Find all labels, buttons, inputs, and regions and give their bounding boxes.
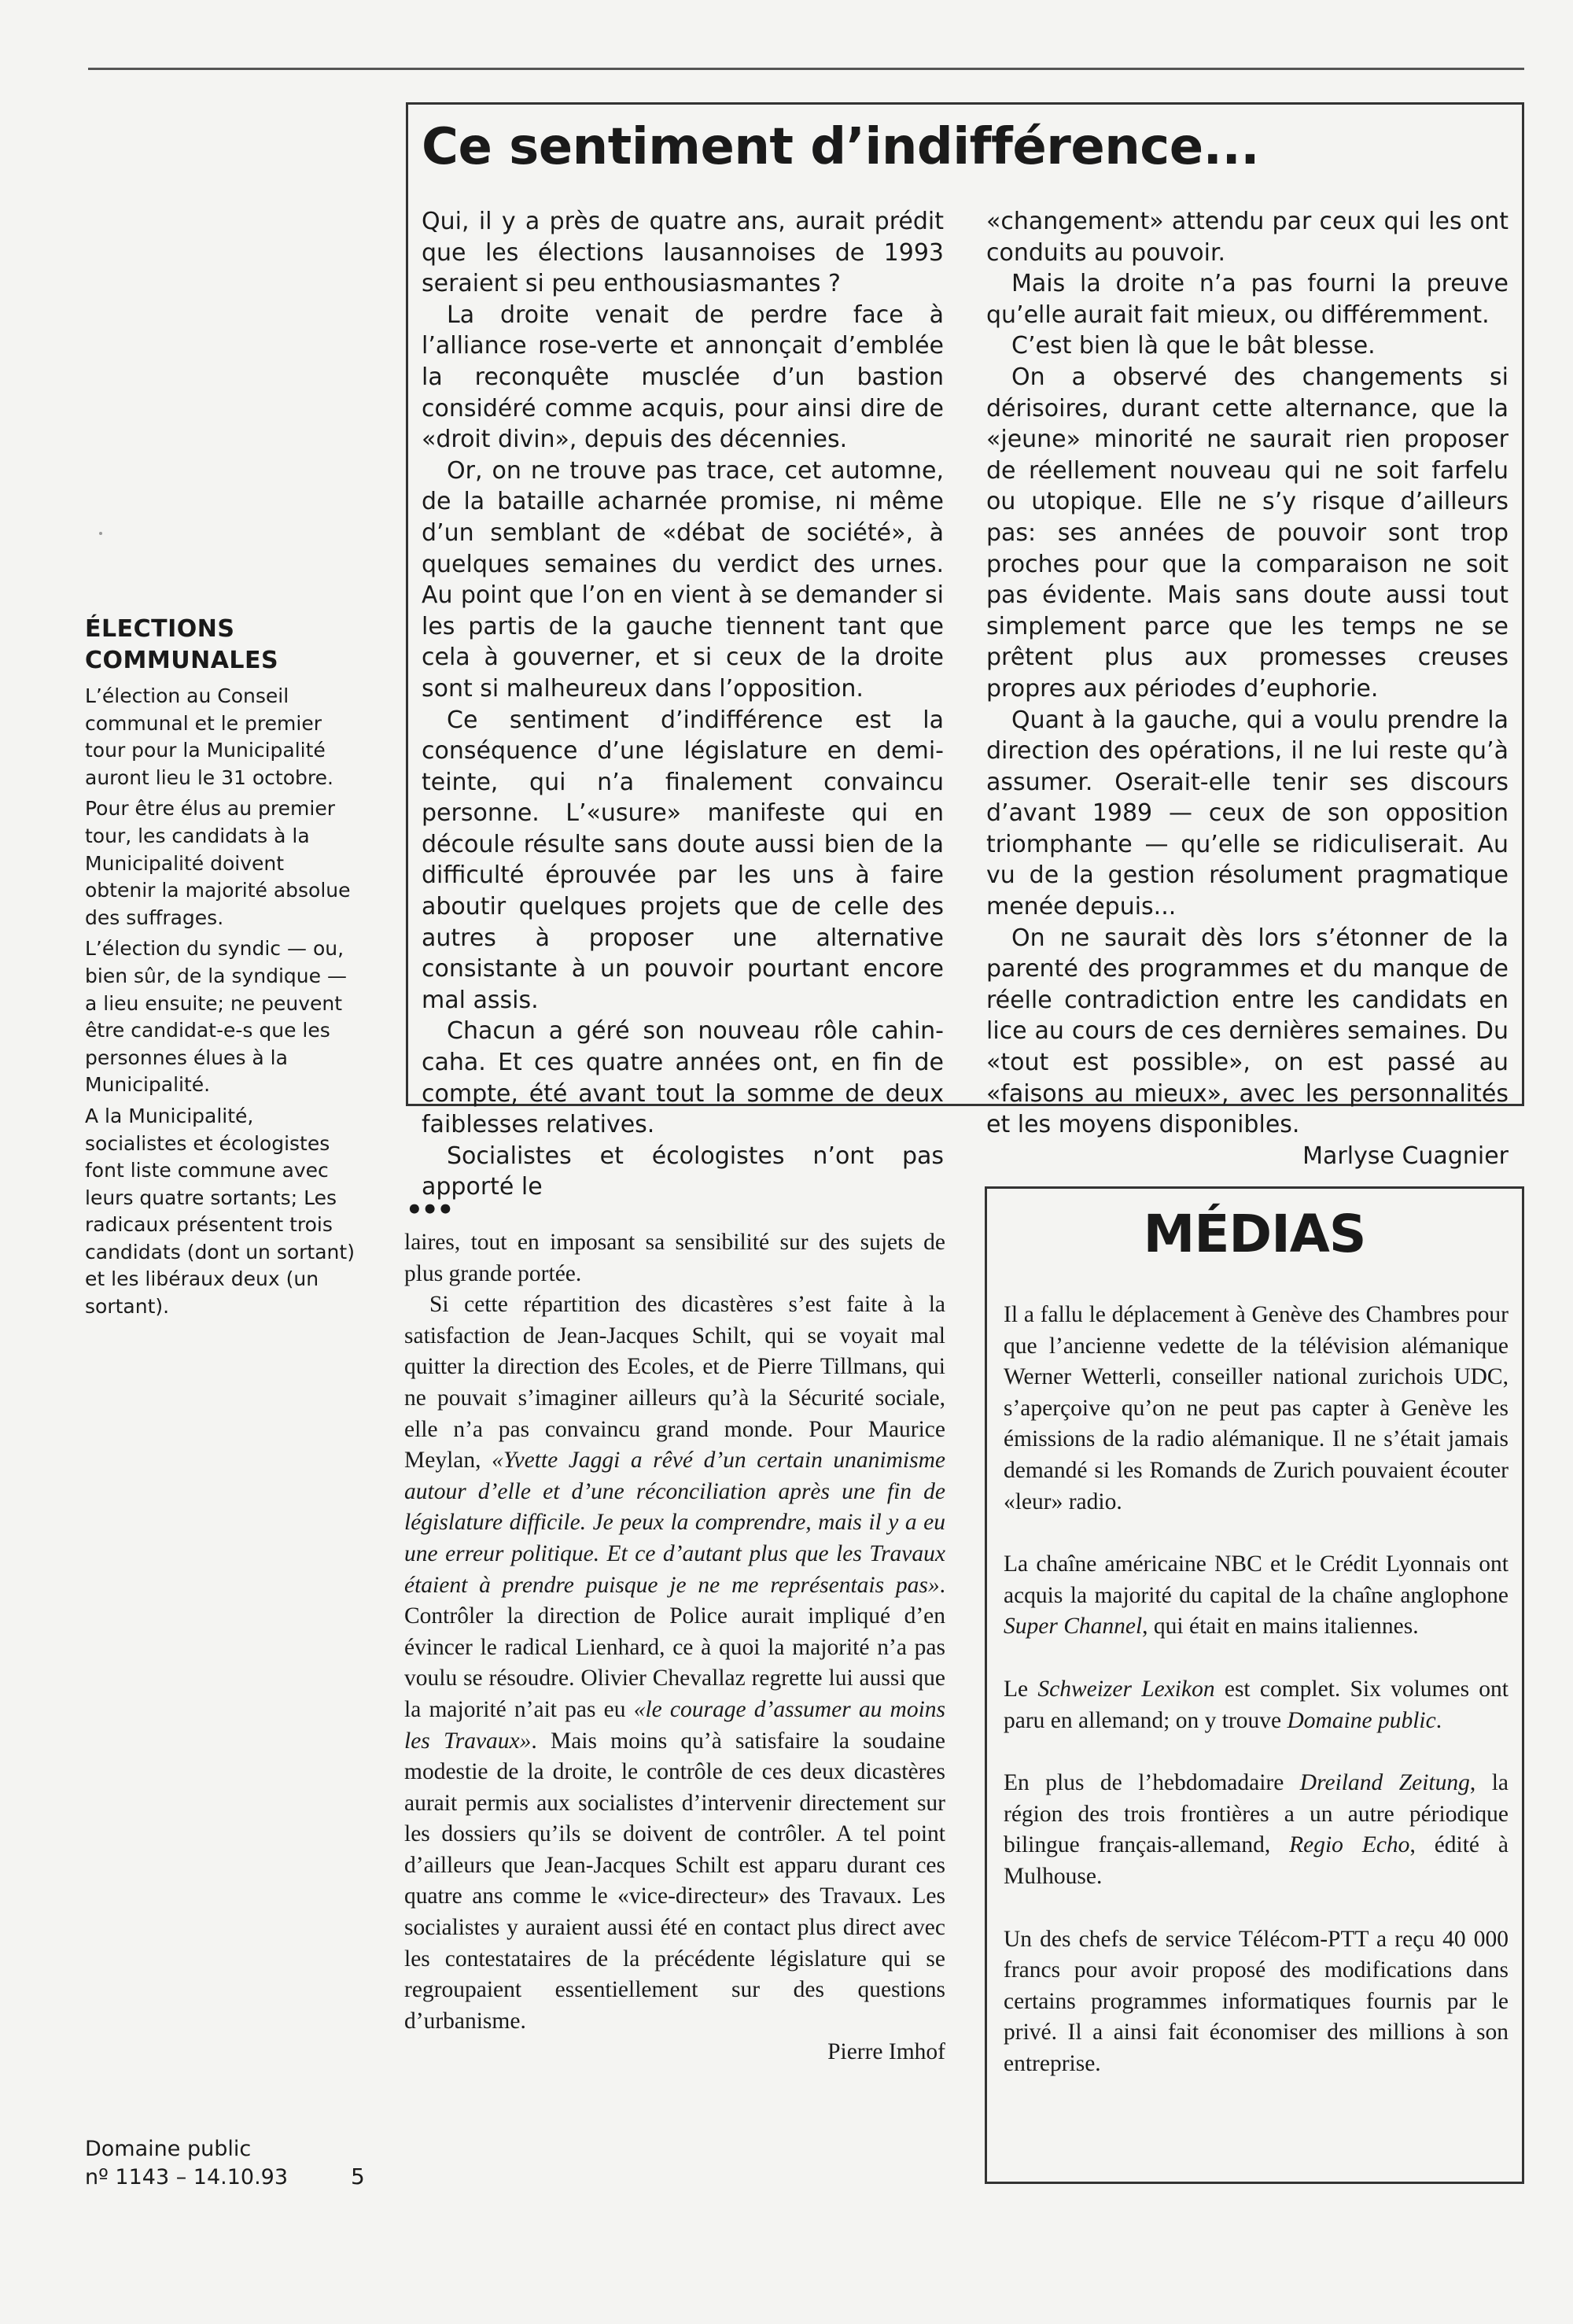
text-run: Le [1004,1676,1038,1702]
text-run: La chaîne américaine NBC et le Crédit Lyonnais ont acquis la majorité du capital de la chaîne anglophone [1004,1551,1509,1608]
main-article-column-1 [422,206,944,1203]
sidebar-paragraph: A la Municipalité, socialistes et écologistes font liste commune avec leurs quatre sortants; Les radicaux présentent trois candidats (dont un sortant) et les libéraux deux (un sortant). [85,1104,355,1319]
paragraph: Chacun a géré son nouveau rôle cahin-caha. Et ces quatre années ont, en fin de compte, été avant tout la somme de deux faiblesses relatives. [422,1017,944,1139]
sidebar-paragraph: L’élection au Conseil communal et le premier tour pour la Municipalité auront lieu le 31 octobre. [85,684,333,789]
publication-name: Domaine public [85,2137,252,2161]
emphasis: Domaine public [1287,1707,1436,1733]
paragraph [404,1289,945,2037]
text-run: , édité à Mulhouse. [1004,1832,1509,1889]
quote: «le courage d’assumer au moins les Travaux» [404,1696,946,1754]
text-run: , la région des trois frontières a un autre périodique bilingue français-allemand, [1004,1770,1509,1858]
sidebar-paragraph: L’élection du syndic — ou, bien sûr, de la syndique — a lieu ensuite; ne peuvent être candidat-e-s que les personnes élues à la Municipalité. [85,937,347,1097]
paragraph: On ne saurait dès lors s’étonner de la parenté des programmes et du manque de réelle contradiction entre les candidats en lice au cours de ces dernières semaines. Du «tout est possible», on est passé au «faisons au mieux», avec les personnalités et les moyens disponibles. [986,924,1509,1139]
paragraph: La droite venait de perdre face à l’alliance rose-verte et annonçait d’emblée la reconquête musclée d’un bastion considéré comme acquis, pour ainsi dire de «droit divin», depuis des décennies. [422,301,944,454]
medias-title: MÉDIAS [1143,1204,1366,1264]
medias-item [1004,1768,1509,1892]
continued-article [404,1227,945,2068]
text-run: est complet. Six volumes ont paru en allemand; on y trouve [1004,1676,1509,1733]
paragraph: Socialistes et écologistes n’ont pas apporté le [422,1142,944,1201]
emphasis: Super Channel [1004,1614,1143,1640]
continuation-dots: ••• [406,1194,453,1226]
medias-item: Il a fallu le déplacement à Genève des Chambres pour que l’ancienne vedette de la télévision alémanique Werner Wetterli, conseiller national zurichois UDC, s’aperçoive qu’on ne peut pas capter à Genève les émissions de la radio alémanique. Il ne s’était jamais demandé si les Romands de Zurich pouvaient écouter «leur» radio. [1004,1302,1509,1514]
paragraph: laires, tout en imposant sa sensibilité sur des sujets de plus grande portée. [404,1230,945,1286]
text-run: , qui était en mains italiennes. [1142,1614,1419,1640]
paragraph: Ce sentiment d’indifférence est la conséquence d’une législature en demi-teinte, qui n’a finalement convaincu personne. L’«usure» manifeste qui en découle résulte sans doute aussi bien de la difficulté éprouvée par les uns à faire aboutir quelques projets que de celle des autres à proposer une alternative consistante à un pouvoir pourtant encore mal assis. [422,706,944,1014]
paragraph: Qui, il y a près de quatre ans, aurait prédit que les élections lausannoises de 1993 seraient si peu enthousiasmantes ? [422,208,944,298]
medias-item [1004,1674,1509,1736]
emphasis: Regio Echo [1289,1832,1410,1858]
main-article-title: Ce sentiment d’indifférence... [422,118,1260,176]
text-run: . Mais moins qu’à satisfaire la soudaine modestie de la droite, le contrôle de ces deux dicastères aurait permis aux socialistes d’intervenir directement sur les dossiers qu’ils se doivent de contrôler. A tel point d’ailleurs que Jean-Jacques Schilt est apparu durant ces quatre ans comme le «vice-directeur» des Travaux. Les socialistes y auraient aussi été en contact plus direct avec les contestataires de la précédente législature qui se regroupaient essentiellement sur des questions d’urbanisme. [404,1728,946,2034]
sidebar-heading-line-2: COMMUNALES [85,647,279,674]
quote: «Yvette Jaggi a rêvé d’un certain unanimisme autour d’elle et d’une réconciliation après une fin de législature difficile. Je peux la comprendre, mais il y a eu une erreur politique. Et ce d’autant plus que les Travaux étaient à prendre puisque je ne me représentais pas» [404,1448,945,1598]
medias-body [1004,1300,1509,2111]
main-article-column-2 [986,206,1509,1171]
speck [99,532,102,535]
paragraph: C’est bien là que le bât blesse. [1011,332,1376,360]
paragraph: Quant à la gauche, qui a voulu prendre la direction des opérations, il ne lui reste qu’à assumer. Oserait-elle tenir ses discours d’avant 1989 — ceux de son opposition triomphante — qu’elle se ridiculiserait. Au vu de la gestion résolument pragmatique menée depuis... [986,706,1509,921]
footer [85,2135,288,2192]
sidebar-body [85,683,355,1325]
emphasis: Dreiland Zeitung [1299,1770,1470,1796]
text-run: Si cette répartition des dicastères s’est faite à la satisfaction de Jean-Jacques Schilt, qui se voyait mal quitter la direction des Ecoles, et de Pierre Tillmans, qui ne pouvait s’imaginer ailleurs qu’à la Sécurité sociale, elle n’a pas convaincu grand monde. Pour Maurice Meylan, [404,1292,945,1474]
text-run: . Contrôler la direction de Police aurait impliqué d’en évincer le radical Lienhard, ce à quoi la majorité n’a pas voulu se résoudre. Olivier Chevallaz regrette lui aussi que la majorité n’ait pas eu [404,1572,945,1722]
paragraph: Mais la droite n’a pas fourni la preuve qu’elle aurait fait mieux, ou différemment. [986,270,1509,329]
paragraph: Or, on ne trouve pas trace, cet automne, de la bataille acharnée promise, ni même d’un semblant de «débat de société», à quelques semaines du verdict des urnes. Au point que l’on en vient à se demander si les partis de la gauche tiennent tant que cela à gouverner, et si ceux de la droite sont si malheureux dans l’opposition. [422,456,944,703]
text-run: . [1435,1707,1442,1733]
sidebar-heading [85,614,355,677]
emphasis: Schweizer Lexikon [1037,1676,1215,1702]
top-rule [88,68,1524,70]
sidebar-heading-line-1: ÉLECTIONS [85,615,235,643]
continued-article-author: Pierre Imhof [827,2039,945,2065]
page-number: 5 [351,2164,365,2189]
medias-item [1004,1549,1509,1643]
text-run: En plus de l’hebdomadaire [1004,1770,1300,1796]
main-article-author: Marlyse Cuagnier [1302,1142,1509,1170]
paragraph: On a observé des changements si dérisoires, durant cette alternance, que la «jeune» minorité ne saurait rien proposer de réellement nouveau qui ne soit farfelu ou utopique. Elle ne s’y risque d’ailleurs pas: ses années de pouvoir sont trop proches pour que la comparaison ne soit pas évidente. Mais sans doute aussi tout simplement parce que les temps ne se prêtent plus aux promesses creuses propres aux périodes d’euphorie. [986,363,1509,703]
medias-item: Un des chefs de service Télécom-PTT a reçu 40 000 francs pour avoir proposé des modifications dans certains programmes informatiques fournis par le privé. Il a ainsi fait économiser des millions à son entreprise. [1004,1926,1509,2076]
paragraph: «changement» attendu par ceux qui les ont conduits au pouvoir. [986,208,1509,267]
sidebar-paragraph: Pour être élus au premier tour, les candidats à la Municipalité doivent obtenir la majorité absolue des suffrages. [85,797,351,929]
issue-info: nº 1143 – 14.10.93 [85,2165,289,2189]
